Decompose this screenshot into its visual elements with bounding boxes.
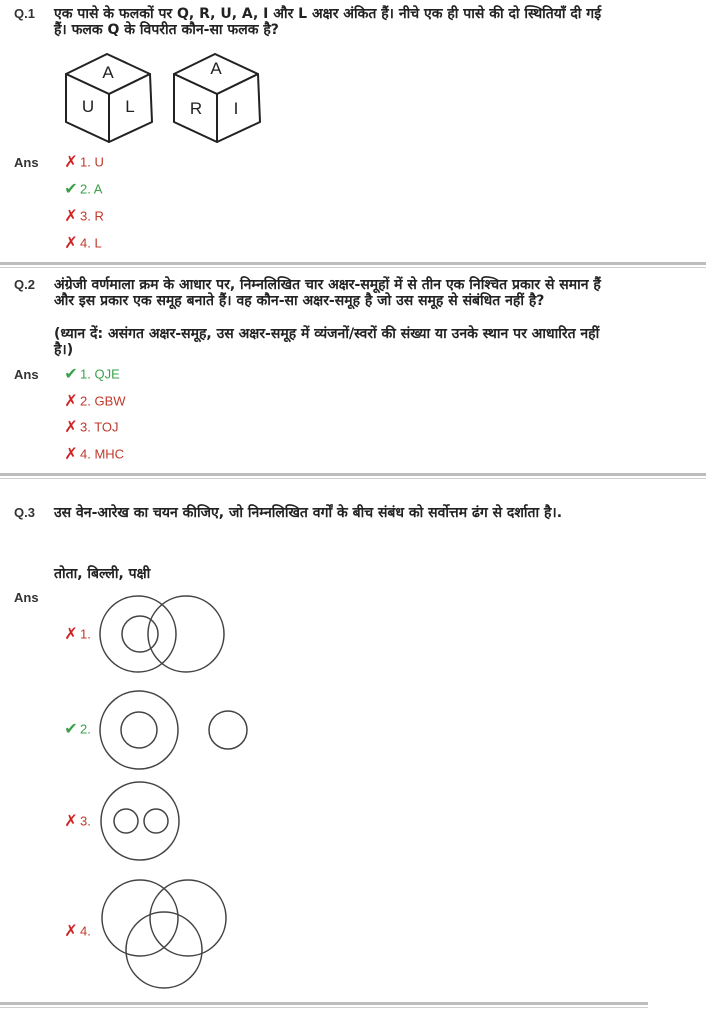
question-1-label: Q.1 — [14, 6, 35, 21]
question-2-label: Q.2 — [14, 277, 35, 292]
venn-circle — [122, 616, 158, 652]
question-3-text: उस वेन-आरेख का चयन कीजिए, जो निम्नलिखित वर्गों के बीच संबंध को सर्वोत्तम ढंग से दर्शाता है।. — [54, 505, 563, 521]
die-2 — [174, 54, 260, 142]
question-1-text: एक पासे के फलकों पर Q, R, U, A, I और L अक्षर अंकित हैं। नीचे एक ही पासे की दो स्थितियाँ दी गई हैं। फलक Q के विपरीत कौन-सा फलक है? — [54, 6, 602, 38]
venn-diagram-option-3 — [98, 779, 184, 863]
cross-icon: ✗ — [64, 234, 78, 252]
venn-circle — [114, 809, 138, 833]
venn-diagram-option-2 — [98, 688, 253, 772]
venn-circle — [100, 691, 178, 769]
venn-circle — [148, 596, 224, 672]
question-3-classes: तोता, बिल्ली, पक्षी — [54, 566, 151, 582]
q2-option-1[interactable]: ✔ 1. QJE — [62, 365, 120, 383]
venn-circle — [102, 880, 178, 956]
cross-icon: ✗ — [64, 922, 78, 940]
q1-option-1[interactable]: ✗ 1. U — [62, 153, 104, 171]
die-1-right-face: L — [125, 97, 135, 116]
die-1-top-face: A — [102, 63, 114, 82]
check-icon: ✔ — [64, 180, 78, 198]
die-2-left-face: R — [189, 99, 203, 118]
question-2-note: (ध्यान दें: असंगत अक्षर-समूह, उस अक्षर-समूह में व्यंजनों/स्वरों की संख्या या उनके स्थान पर आधारित नहीं है।) — [54, 326, 600, 358]
cross-icon: ✗ — [64, 153, 78, 171]
venn-circle — [126, 912, 202, 988]
check-icon: ✔ — [64, 365, 78, 383]
die-2-right-face: I — [233, 99, 239, 118]
venn-circle — [100, 596, 176, 672]
die-1-left-face: U — [81, 97, 95, 116]
q1-option-4[interactable]: ✗ 4. L — [62, 234, 102, 252]
venn-circle — [209, 711, 247, 749]
die-2-top-face: A — [210, 59, 222, 78]
dice-figure — [60, 50, 270, 150]
q2-option-2[interactable]: ✗ 2. GBW — [62, 392, 126, 410]
die-1 — [66, 54, 152, 142]
answer-2-label: Ans — [14, 367, 39, 382]
cross-icon: ✗ — [64, 625, 78, 643]
answer-1-label: Ans — [14, 155, 39, 170]
cross-icon: ✗ — [64, 207, 78, 225]
cross-icon: ✗ — [64, 812, 78, 830]
venn-diagram-option-1 — [98, 594, 228, 678]
question-divider — [0, 1002, 648, 1005]
q3-option-1[interactable]: ✗ 1. — [62, 625, 91, 643]
answer-3-label: Ans — [14, 590, 39, 605]
venn-circle — [150, 880, 226, 956]
venn-diagram-option-4 — [98, 876, 230, 992]
q3-option-4[interactable]: ✗ 4. — [62, 922, 91, 940]
venn-circle — [144, 809, 168, 833]
q1-option-3[interactable]: ✗ 3. R — [62, 207, 104, 225]
cross-icon: ✗ — [64, 445, 78, 463]
question-divider — [0, 473, 706, 476]
cross-icon: ✗ — [64, 392, 78, 410]
check-icon: ✔ — [64, 720, 78, 738]
venn-circle — [121, 712, 157, 748]
question-3-label: Q.3 — [14, 505, 35, 520]
question-divider — [0, 262, 706, 265]
q2-option-4[interactable]: ✗ 4. MHC — [62, 445, 124, 463]
q3-option-3[interactable]: ✗ 3. — [62, 812, 91, 830]
q2-option-3[interactable]: ✗ 3. TOJ — [62, 418, 119, 436]
cross-icon: ✗ — [64, 418, 78, 436]
q3-option-2[interactable]: ✔ 2. — [62, 720, 91, 738]
q1-option-2[interactable]: ✔ 2. A — [62, 180, 102, 198]
question-2-text: अंग्रेजी वर्णमाला क्रम के आधार पर, निम्नलिखित चार अक्षर-समूहों में से तीन एक निश्चित प्रकार से समान हैं और इस प्रकार एक समूह बनाते हैं। वह कौन-सा अक्षर-समूह है जो उस समूह से संबंधित नहीं है? — [54, 277, 601, 309]
